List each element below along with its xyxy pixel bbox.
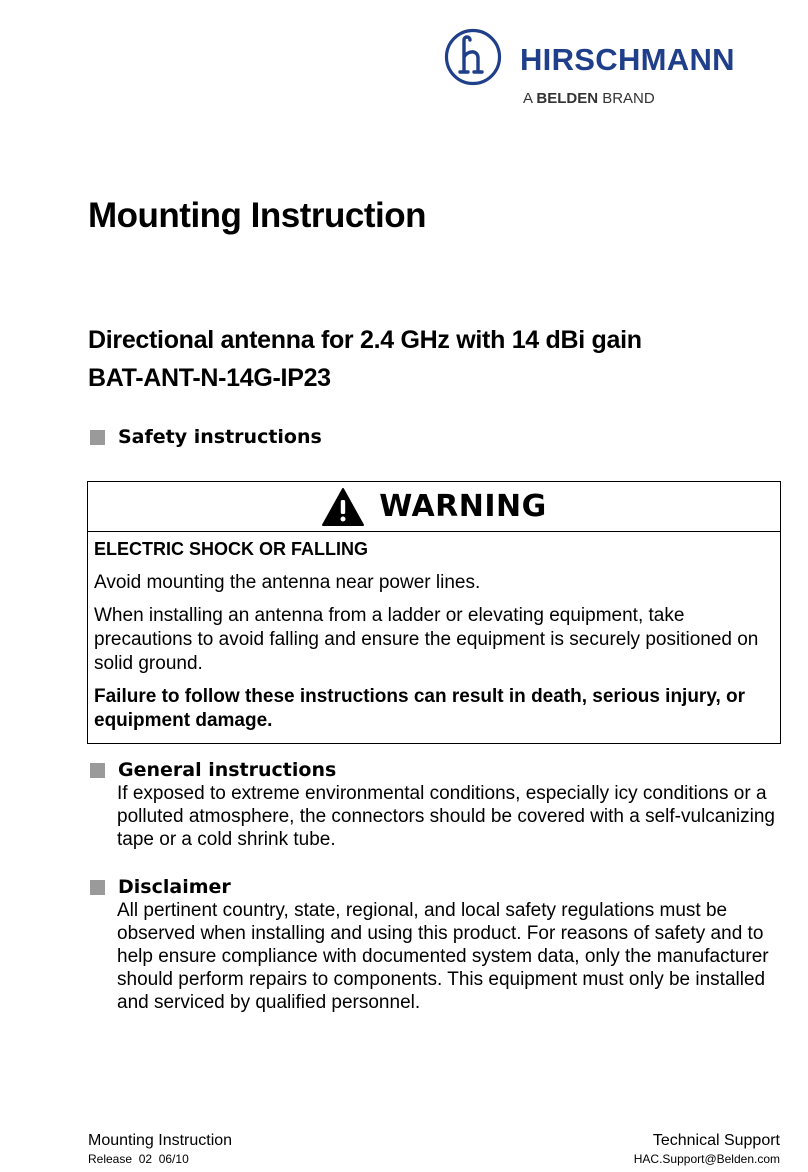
hirschmann-h-icon bbox=[444, 28, 502, 86]
warning-consequence: Failure to follow these instructions can result in death, serious injury, or equipment damage. bbox=[94, 686, 746, 731]
bullet-square-icon bbox=[90, 763, 105, 778]
warning-triangle-icon bbox=[321, 487, 365, 527]
product-description: Directional antenna for 2.4 GHz with 14 dBi gain bbox=[88, 326, 642, 354]
safety-heading: Safety instructions bbox=[90, 426, 322, 448]
warning-line-power: Avoid mounting the antenna near power lines. bbox=[94, 572, 481, 593]
footer-right bbox=[634, 1132, 780, 1166]
brand-logo bbox=[444, 28, 784, 112]
disclaimer-text: All pertinent country, state, regional, and local safety regulations must be observed when installing and using this product. For reasons of safety and to help ensure compliance with documented system data, only the manufacturer should perform repairs to components. This equipment must only be installed and serviced by qualified personnel. bbox=[117, 900, 769, 1013]
footer-release: Release 02 06/10 bbox=[88, 1152, 189, 1166]
warning-box bbox=[87, 481, 781, 744]
warning-header bbox=[88, 482, 780, 532]
disclaimer-heading: Disclaimer bbox=[90, 876, 231, 898]
general-text: If exposed to extreme environmental conditions, especially icy conditions or a polluted atmosphere, the connectors should be covered with a self-vulcanizing tape or a cold shrink tube. bbox=[117, 783, 775, 850]
brand-name: HIRSCHMANN bbox=[520, 42, 735, 77]
footer-document-name: Mounting Instruction bbox=[88, 1132, 233, 1149]
general-heading: General instructions bbox=[90, 759, 336, 781]
warning-label: WARNING bbox=[379, 489, 547, 524]
hazard-title: ELECTRIC SHOCK OR FALLING bbox=[94, 539, 368, 559]
bullet-square-icon bbox=[90, 880, 105, 895]
document-title: Mounting Instruction bbox=[88, 196, 426, 235]
footer-left bbox=[88, 1132, 232, 1166]
footer-support-email[interactable]: HAC.Support@Belden.com bbox=[633, 1152, 780, 1166]
footer-support-title: Technical Support bbox=[652, 1132, 780, 1149]
warning-line-ladder: When installing an antenna from a ladder or elevating equipment, take precautions to avoid falling and ensure the equipment is securely positioned on solid ground. bbox=[94, 605, 759, 674]
bullet-square-icon bbox=[90, 430, 105, 445]
brand-tagline: A BELDEN BRAND bbox=[523, 90, 655, 107]
product-code: BAT-ANT-N-14G-IP23 bbox=[88, 364, 331, 392]
